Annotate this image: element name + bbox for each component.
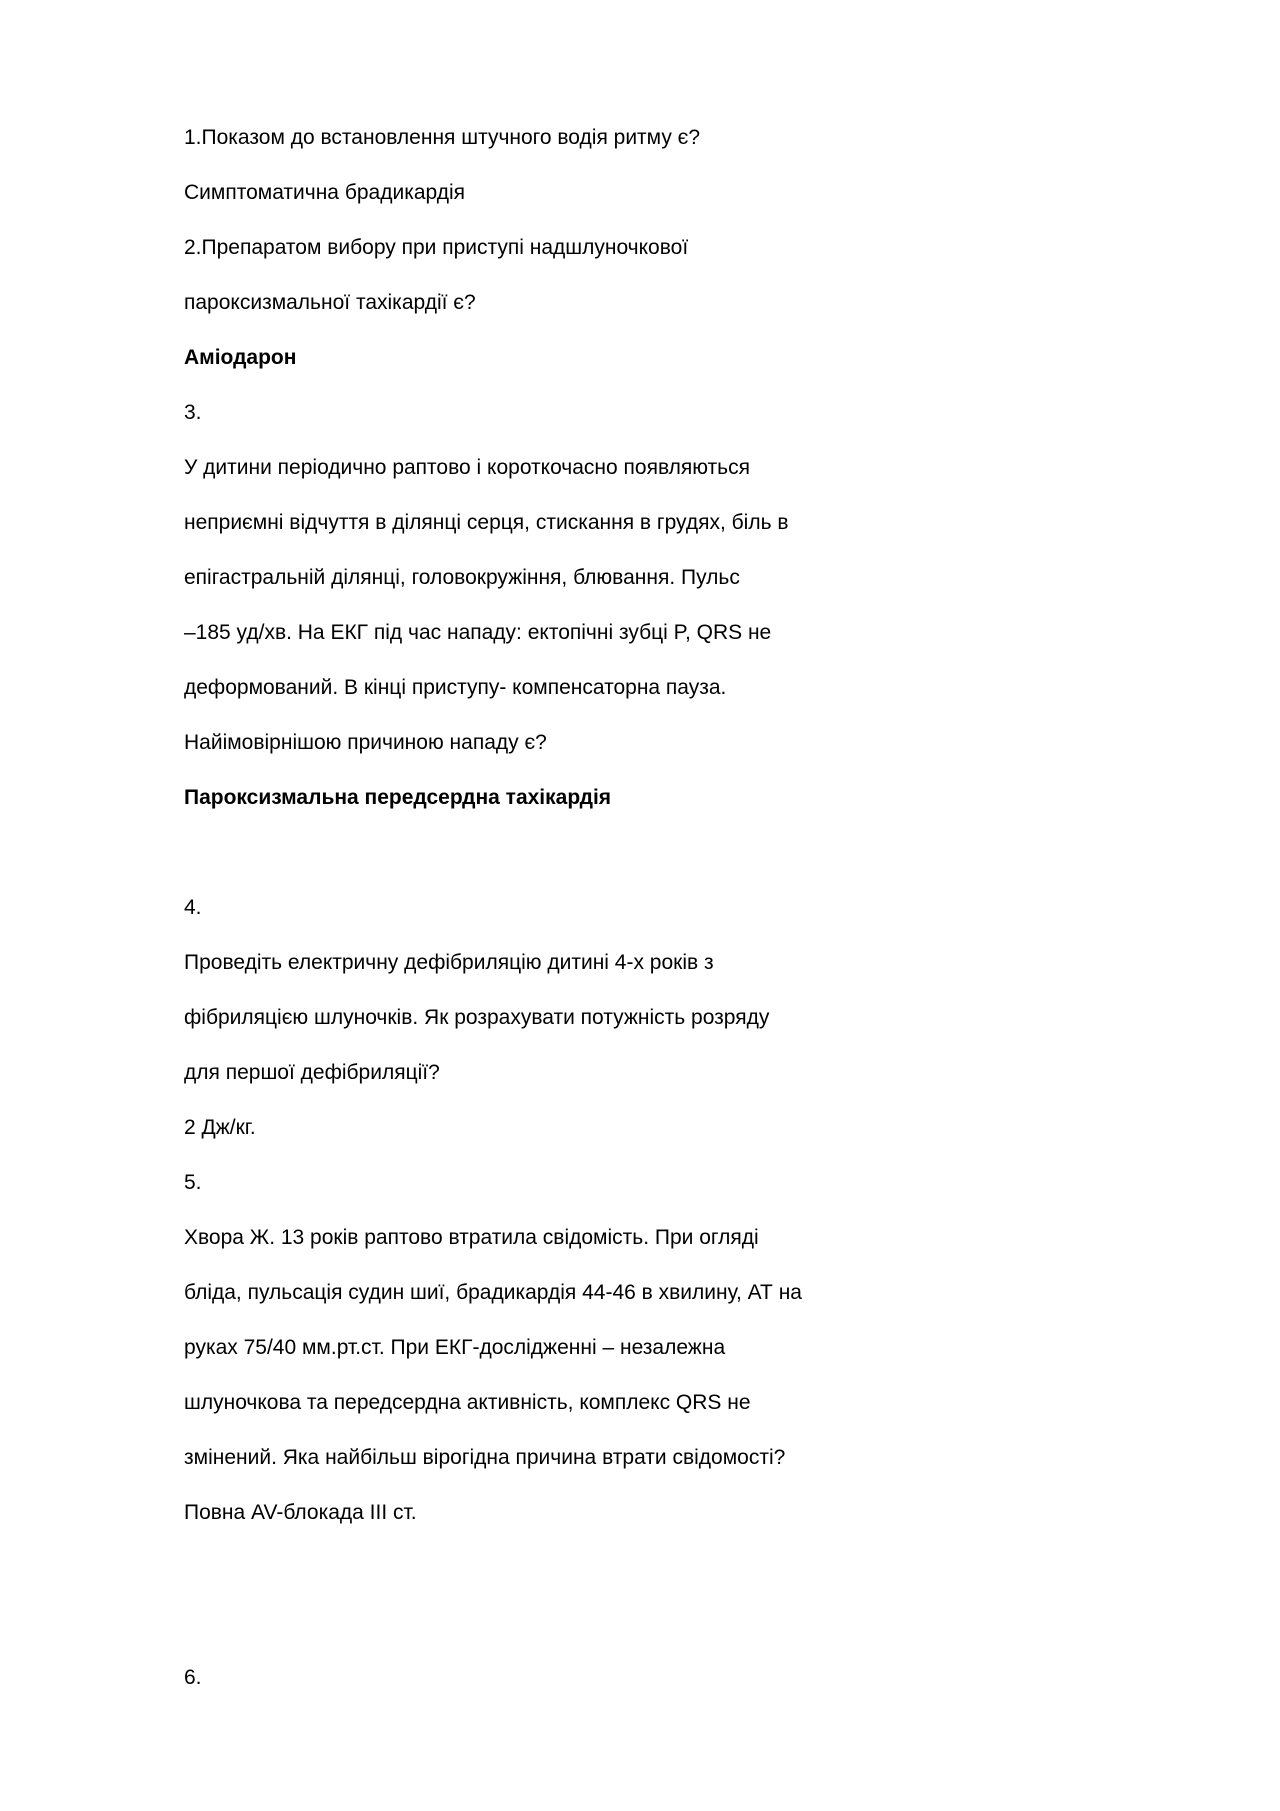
question-5-line-4: шлуночкова та передсердна активність, комплекс QRS не [184,1391,751,1414]
answer-3-text: Пароксизмальна передсердна тахікардія [184,786,612,809]
question-6-number: 6. [184,1666,202,1689]
question-5-line-3: руках 75/40 мм.рт.ст. При ЕКГ-дослідженні – незалежна [184,1336,726,1359]
answer-1-text: Симптоматична брадикардія [184,181,466,204]
question-5-number: 5. [184,1171,202,1194]
question-4-line-2: фібриляцією шлуночків. Як розрахувати потужність розряду [184,1006,770,1029]
question-5-line-2: бліда, пульсація судин шиї, брадикардія 44-46 в хвилину, АТ на [184,1281,802,1304]
question-2-line-1: 2.Препаратом вибору при приступі надшлуночкової [184,236,689,259]
question-3-line-6: Найімовірнішою причиною нападу є? [184,731,547,754]
question-4-number: 4. [184,896,202,919]
question-3-line-3: епігастральній ділянці, головокружіння, блювання. Пульс [184,566,740,589]
question-5-line-5: змінений. Яка найбільш вірогідна причина втрати свідомості? [184,1446,786,1469]
question-3-line-4: –185 уд/хв. На ЕКГ під час нападу: ектопічні зубці P, QRS не [184,621,772,644]
question-4-line-1: Проведіть електричну дефібриляцію дитині 4-х років з [184,951,714,974]
answer-2-text: Аміодарон [184,346,297,369]
question-3-line-5: деформований. В кінці приступу- компенсаторна пауза. [184,676,727,699]
question-4-line-3: для першої дефібриляції? [184,1061,440,1084]
question-3-line-2: неприємні відчуття в ділянці серця, стискання в грудях, біль в [184,511,789,534]
answer-5-text: Повна AV-блокада III ст. [184,1501,417,1524]
question-2-line-2: пароксизмальної тахікардії є? [184,291,476,314]
question-3-number: 3. [184,401,202,424]
question-3-line-1: У дитини періодично раптово і короткочасно появляються [184,456,750,479]
question-1-text: 1.Показом до встановлення штучного водія ритму є? [184,126,701,149]
question-5-line-1: Хвора Ж. 13 років раптово втратила свідомість. При огляді [184,1226,759,1249]
answer-4-text: 2 Дж/кг. [184,1116,256,1139]
